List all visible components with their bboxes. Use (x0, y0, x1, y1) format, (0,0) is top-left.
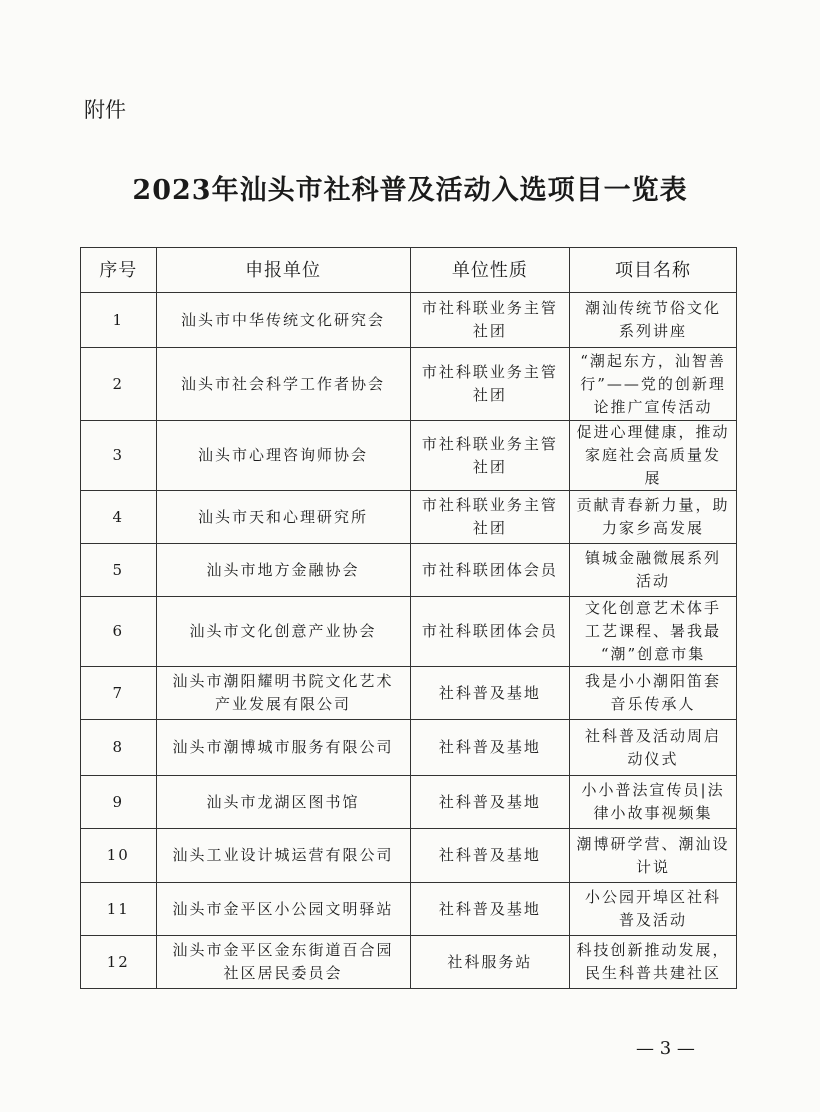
row-number: 4 (81, 491, 157, 544)
unit-type: 社科普及基地 (410, 829, 570, 883)
unit-type: 市社科联团体会员 (410, 597, 570, 667)
applicant-unit: 汕头市地方金融协会 (156, 544, 410, 597)
project-name: 镇城金融微展系列 活动 (570, 544, 737, 597)
applicant-unit: 汕头市社会科学工作者协会 (156, 348, 410, 421)
unit-type: 社科普及基地 (410, 667, 570, 720)
applicant-unit: 汕头市金平区金东街道百合园 社区居民委员会 (156, 936, 410, 989)
row-number: 2 (81, 348, 157, 421)
row-number: 7 (81, 667, 157, 720)
unit-type: 市社科联业务主管 社团 (410, 293, 570, 348)
table-row (81, 597, 737, 667)
project-name: 贡献青春新力量，助 力家乡高发展 (570, 491, 737, 544)
row-number: 1 (81, 293, 157, 348)
unit-type: 市社科联团体会员 (410, 544, 570, 597)
table-row (81, 667, 737, 720)
row-number: 5 (81, 544, 157, 597)
applicant-unit: 汕头市天和心理研究所 (156, 491, 410, 544)
project-name: 小小普法宣传员|法 律小故事视频集 (570, 776, 737, 829)
project-name: 文化创意艺术体手 工艺课程、暑我最 “潮”创意市集 (570, 597, 737, 667)
table-row (81, 421, 737, 491)
project-name: 潮博研学营、潮汕设 计说 (570, 829, 737, 883)
header-type: 单位性质 (410, 248, 570, 293)
table-header-row (81, 248, 737, 293)
page-title: 2023年汕头市社科普及活动入选项目一览表 (132, 175, 688, 206)
project-name: 社科普及活动周启 动仪式 (570, 720, 737, 776)
unit-type: 市社科联业务主管 社团 (410, 348, 570, 421)
page-number: — 3 — (636, 1038, 695, 1059)
applicant-unit: 汕头市潮博城市服务有限公司 (156, 720, 410, 776)
header-project: 项目名称 (570, 248, 737, 293)
table-row (81, 776, 737, 829)
project-name: “潮起东方，汕智善 行”——党的创新理 论推广宣传活动 (570, 348, 737, 421)
applicant-unit: 汕头市潮阳耀明书院文化艺术 产业发展有限公司 (156, 667, 410, 720)
applicant-unit: 汕头市中华传统文化研究会 (156, 293, 410, 348)
project-name: 科技创新推动发展， 民生科普共建社区 (570, 936, 737, 989)
row-number: 3 (81, 421, 157, 491)
header-unit: 申报单位 (156, 248, 410, 293)
unit-type: 市社科联业务主管 社团 (410, 491, 570, 544)
applicant-unit: 汕头市心理咨询师协会 (156, 421, 410, 491)
unit-type: 市社科联业务主管 社团 (410, 421, 570, 491)
unit-type: 社科普及基地 (410, 720, 570, 776)
table-row (81, 348, 737, 421)
project-name: 小公园开埠区社科 普及活动 (570, 883, 737, 936)
table-row (81, 883, 737, 936)
table-row (81, 491, 737, 544)
projects-table (80, 247, 737, 989)
row-number: 8 (81, 720, 157, 776)
table-row (81, 829, 737, 883)
row-number: 6 (81, 597, 157, 667)
applicant-unit: 汕头市金平区小公园文明驿站 (156, 883, 410, 936)
attachment-label: 附件 (84, 98, 126, 122)
unit-type: 社科普及基地 (410, 776, 570, 829)
row-number: 9 (81, 776, 157, 829)
project-name: 促进心理健康，推动 家庭社会高质量发 展 (570, 421, 737, 491)
table-row (81, 936, 737, 989)
table-row (81, 544, 737, 597)
project-name: 潮汕传统节俗文化 系列讲座 (570, 293, 737, 348)
project-name: 我是小小潮阳笛套 音乐传承人 (570, 667, 737, 720)
row-number: 10 (81, 829, 157, 883)
table-row (81, 293, 737, 348)
row-number: 11 (81, 883, 157, 936)
applicant-unit: 汕头市文化创意产业协会 (156, 597, 410, 667)
row-number: 12 (81, 936, 157, 989)
applicant-unit: 汕头工业设计城运营有限公司 (156, 829, 410, 883)
applicant-unit: 汕头市龙湖区图书馆 (156, 776, 410, 829)
header-no: 序号 (81, 248, 157, 293)
unit-type: 社科服务站 (410, 936, 570, 989)
table-row (81, 720, 737, 776)
unit-type: 社科普及基地 (410, 883, 570, 936)
